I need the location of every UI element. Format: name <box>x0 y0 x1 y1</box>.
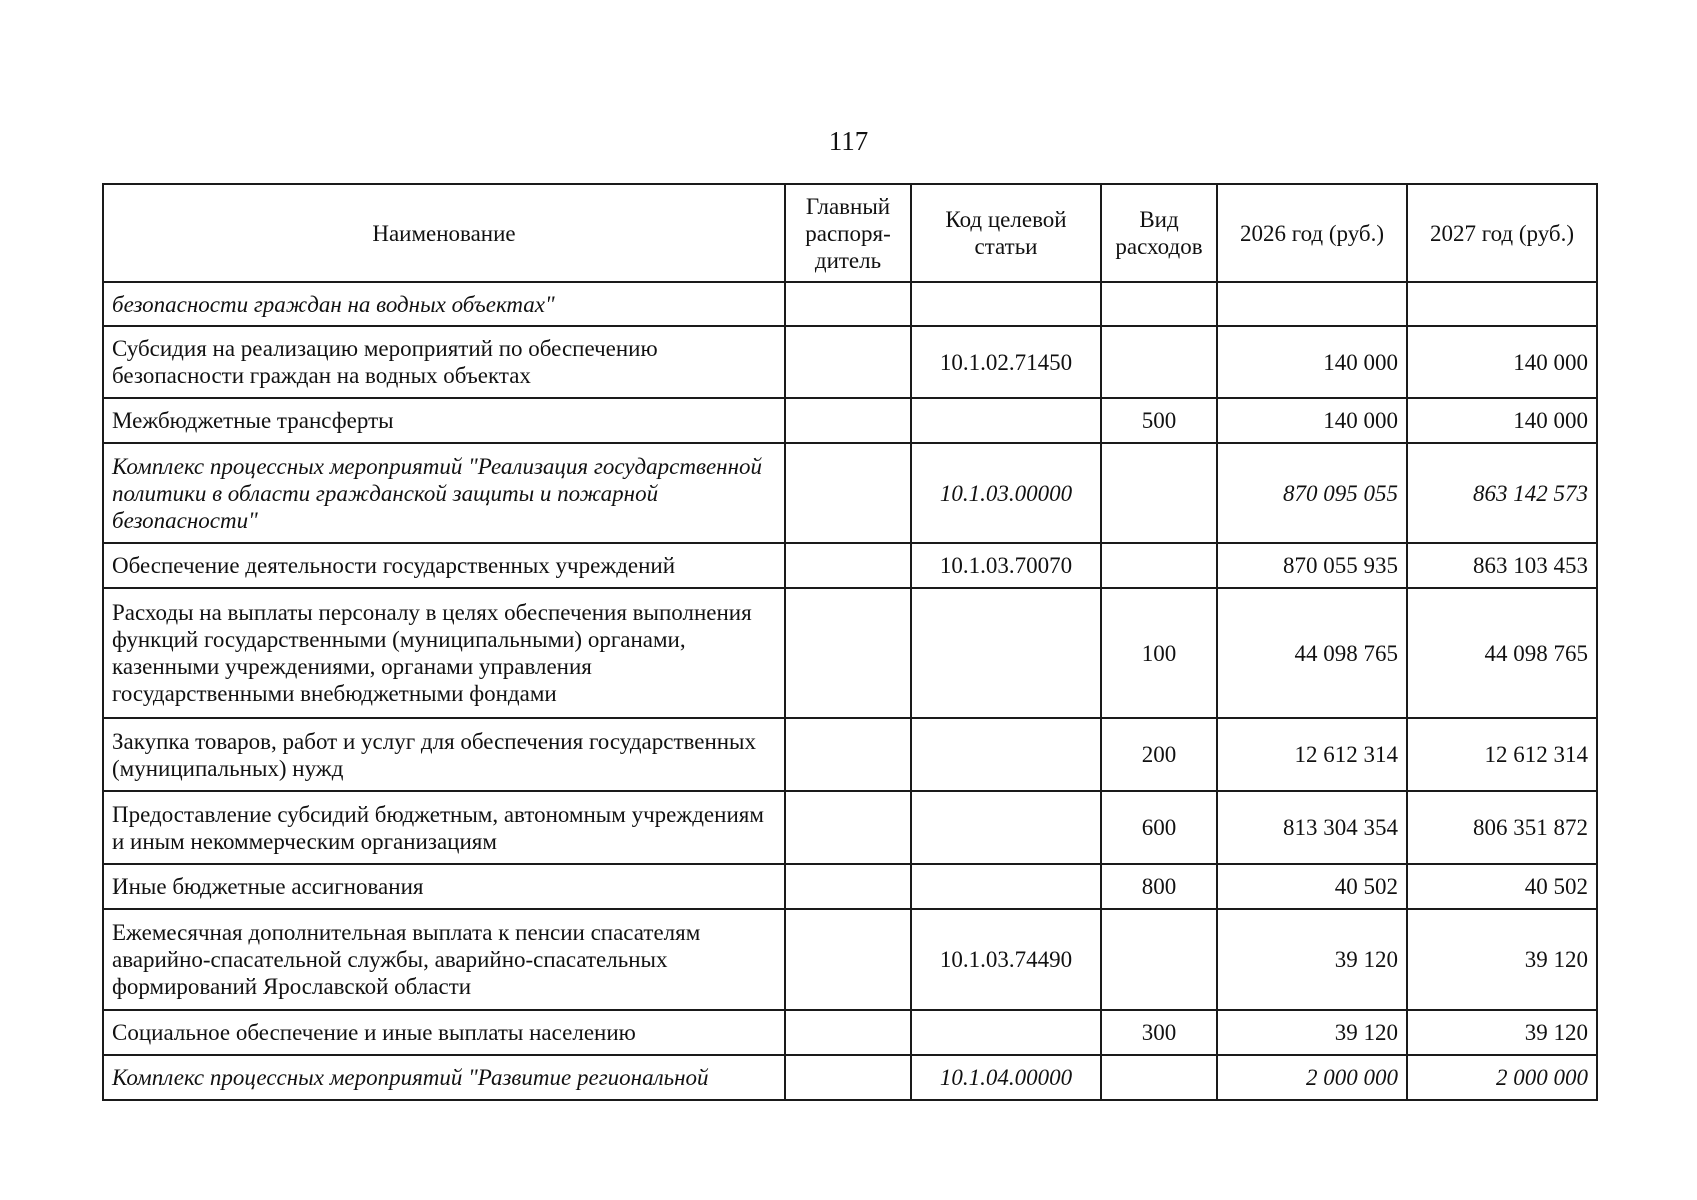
page-number: 117 <box>828 126 869 156</box>
row-amount-2026 <box>1217 282 1407 326</box>
header-target-code: Код целевой статьи <box>911 184 1101 282</box>
row-name: Ежемесячная дополнительная выплата к пенсии спасателям аварийно-спасательной службы, аварийно-спасательных формирований Ярославской области <box>103 909 785 1010</box>
row-target-code <box>911 791 1101 864</box>
row-amount-2027: 39 120 <box>1407 909 1597 1010</box>
header-expense-type: Вид расходов <box>1101 184 1217 282</box>
row-manager <box>785 543 911 588</box>
row-amount-2027: 2 000 000 <box>1407 1055 1597 1100</box>
row-amount-2027: 140 000 <box>1407 326 1597 398</box>
table-row <box>103 398 1597 443</box>
row-expense-type: 100 <box>1101 588 1217 718</box>
row-amount-2026: 870 055 935 <box>1217 543 1407 588</box>
row-manager <box>785 282 911 326</box>
row-manager <box>785 718 911 791</box>
row-target-code: 10.1.03.00000 <box>911 443 1101 543</box>
row-target-code <box>911 864 1101 909</box>
row-amount-2026: 39 120 <box>1217 1010 1407 1055</box>
row-name: Закупка товаров, работ и услуг для обеспечения государственных (муниципальных) нужд <box>103 718 785 791</box>
row-amount-2026: 40 502 <box>1217 864 1407 909</box>
row-amount-2027: 863 142 573 <box>1407 443 1597 543</box>
row-name: Межбюджетные трансферты <box>103 398 785 443</box>
row-target-code: 10.1.03.70070 <box>911 543 1101 588</box>
row-amount-2027: 12 612 314 <box>1407 718 1597 791</box>
table-row <box>103 1055 1597 1100</box>
row-amount-2027: 40 502 <box>1407 864 1597 909</box>
row-name: Комплекс процессных мероприятий "Развитие региональной <box>103 1055 785 1100</box>
row-manager <box>785 864 911 909</box>
row-name: Расходы на выплаты персоналу в целях обеспечения выполнения функций государственными (муниципальными) органами, казенными учреждениями, органами управления государственными внебюджетными фондами <box>103 588 785 718</box>
row-target-code: 10.1.03.74490 <box>911 909 1101 1010</box>
row-amount-2026: 813 304 354 <box>1217 791 1407 864</box>
table-row <box>103 864 1597 909</box>
row-amount-2026: 140 000 <box>1217 398 1407 443</box>
table-row <box>103 543 1597 588</box>
row-name: Социальное обеспечение и иные выплаты населению <box>103 1010 785 1055</box>
row-name: Иные бюджетные ассигнования <box>103 864 785 909</box>
row-manager <box>785 909 911 1010</box>
table-row <box>103 909 1597 1010</box>
row-name: безопасности граждан на водных объектах" <box>103 282 785 326</box>
budget-table <box>102 183 1598 1101</box>
row-expense-type: 300 <box>1101 1010 1217 1055</box>
row-target-code <box>911 588 1101 718</box>
row-expense-type <box>1101 909 1217 1010</box>
row-expense-type <box>1101 326 1217 398</box>
row-manager <box>785 1055 911 1100</box>
header-manager: Главный распоря-дитель <box>785 184 911 282</box>
row-expense-type: 800 <box>1101 864 1217 909</box>
table-row <box>103 791 1597 864</box>
row-target-code: 10.1.04.00000 <box>911 1055 1101 1100</box>
row-name: Комплекс процессных мероприятий "Реализация государственной политики в области гражданской защиты и пожарной безопасности" <box>103 443 785 543</box>
row-target-code <box>911 282 1101 326</box>
row-target-code <box>911 398 1101 443</box>
row-expense-type: 200 <box>1101 718 1217 791</box>
row-expense-type <box>1101 443 1217 543</box>
row-expense-type <box>1101 1055 1217 1100</box>
header-name: Наименование <box>103 184 785 282</box>
table-row <box>103 326 1597 398</box>
row-name: Предоставление субсидий бюджетным, автономным учреждениям и иным некоммерческим организациям <box>103 791 785 864</box>
row-amount-2026: 870 095 055 <box>1217 443 1407 543</box>
row-manager <box>785 588 911 718</box>
row-name: Обеспечение деятельности государственных учреждений <box>103 543 785 588</box>
row-amount-2026: 44 098 765 <box>1217 588 1407 718</box>
row-amount-2027: 39 120 <box>1407 1010 1597 1055</box>
row-amount-2027 <box>1407 282 1597 326</box>
row-expense-type: 500 <box>1101 398 1217 443</box>
row-name: Субсидия на реализацию мероприятий по обеспечению безопасности граждан на водных объектах <box>103 326 785 398</box>
table-row <box>103 718 1597 791</box>
row-amount-2027: 863 103 453 <box>1407 543 1597 588</box>
row-manager <box>785 326 911 398</box>
table-header-row <box>103 184 1597 282</box>
row-manager <box>785 398 911 443</box>
row-amount-2027: 806 351 872 <box>1407 791 1597 864</box>
row-target-code <box>911 718 1101 791</box>
row-target-code: 10.1.02.71450 <box>911 326 1101 398</box>
row-amount-2026: 12 612 314 <box>1217 718 1407 791</box>
row-manager <box>785 443 911 543</box>
row-amount-2026: 2 000 000 <box>1217 1055 1407 1100</box>
row-expense-type <box>1101 282 1217 326</box>
header-year-2026: 2026 год (руб.) <box>1217 184 1407 282</box>
row-amount-2027: 44 098 765 <box>1407 588 1597 718</box>
table-row <box>103 282 1597 326</box>
row-amount-2026: 39 120 <box>1217 909 1407 1010</box>
table-row <box>103 588 1597 718</box>
header-year-2027: 2027 год (руб.) <box>1407 184 1597 282</box>
row-target-code <box>911 1010 1101 1055</box>
table-row <box>103 443 1597 543</box>
row-amount-2026: 140 000 <box>1217 326 1407 398</box>
row-amount-2027: 140 000 <box>1407 398 1597 443</box>
table-row <box>103 1010 1597 1055</box>
row-manager <box>785 791 911 864</box>
row-manager <box>785 1010 911 1055</box>
row-expense-type: 600 <box>1101 791 1217 864</box>
row-expense-type <box>1101 543 1217 588</box>
